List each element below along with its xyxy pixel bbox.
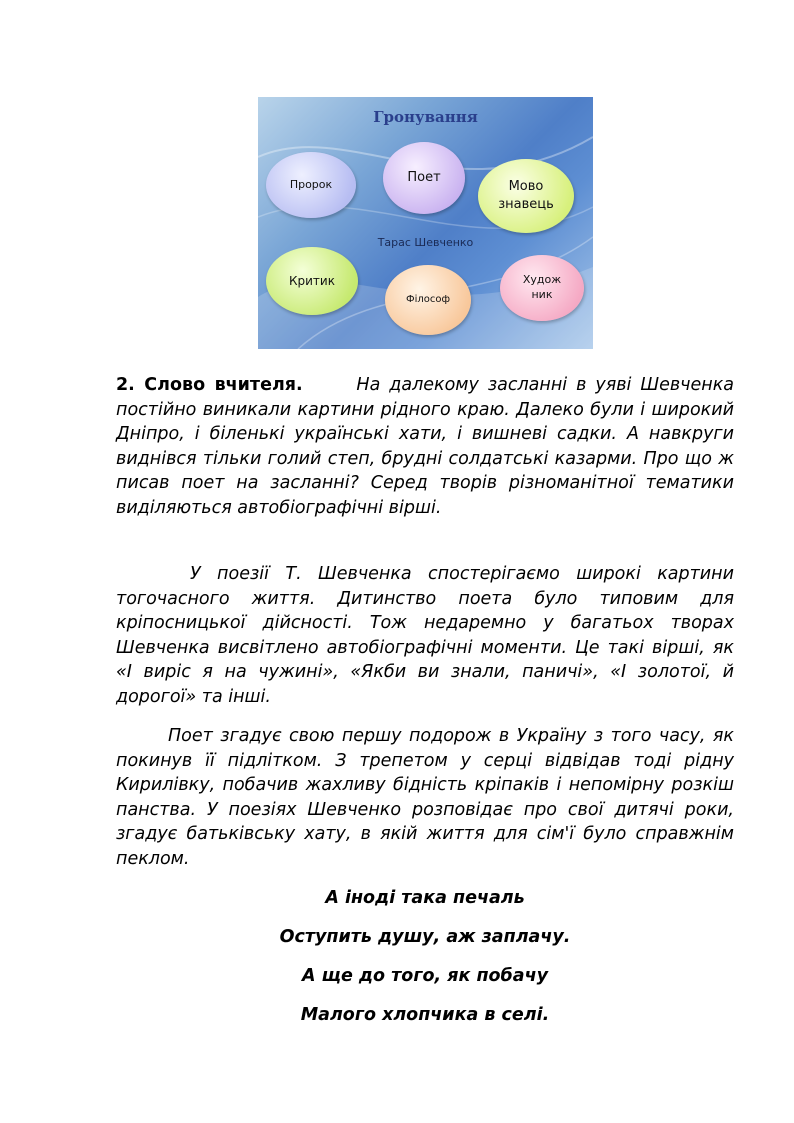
poem-line: А ще до того, як побачу [301,966,549,986]
bubble-label: Критик [289,273,335,288]
bubble-khudozhnyk [500,255,584,321]
paragraph-2: У поезії Т. Шевченка спостерігаємо широкі картини тогочасного життя. Дитинство поета було типовим для кріпосницької дійсності. Тож недаремно у багатьох творах Шевченка висвітлено автобіографічні моменти. Це такі вірші, як «І виріс я на чужині», «Якби ви знали, паничі», «І золотої, й дорогої» та інші. [116,564,734,707]
bubble-filosof [385,265,471,335]
poem-line: А іноді така печаль [325,888,525,908]
bubble-poet [383,142,465,214]
poem-excerpt [116,885,734,1041]
bubble-label: Худож ник [522,273,562,301]
bubble-label: Пророк [289,177,333,191]
section-heading: 2. Слово вчителя. [116,375,303,395]
bubble-label: Філософ [405,294,451,306]
bubble-prorok [266,152,356,218]
cluster-diagram-image [258,97,593,349]
poem-line: Малого хлопчика в селі. [300,1005,550,1025]
paragraph-1-text: На далекому засланні в уяві Шевченка постійно виникали картини рідного краю. Далеко були і широкий Дніпро, і біленькі українські хати, і вишневі садки. А навкруги виднівся тільки голий степ, брудні солдатські казарми. Про що ж писав поет на засланні? Серед творів різноманітної тематики виділяються автобіографічні вірші. [116,375,734,518]
diagram-center-label: Тарас Шевченко [377,236,474,249]
bubble-label: Поет [407,170,441,186]
paragraph-3: Поет згадує свою першу подорож в Україну з того часу, як покинув її підлітком. З трепетом у серці відвідав тоді рідну Кирилівку, побачив жахливу бідність кріпаків і непомірну розкіш панства. У поезіях Шевченко розповідає про свої дитячі роки, згадує батьківську хату, в якій життя для сім'ї було справжнім пеклом. [116,726,734,869]
paragraph-1 [116,373,734,521]
diagram-title: Гронування [373,108,478,126]
bubble-label: Мово знавець [498,179,554,212]
bubble-movoznavets [478,159,574,233]
bubble-krytyk [266,247,358,315]
poem-line: Оступить душу, аж заплачу. [279,927,571,947]
